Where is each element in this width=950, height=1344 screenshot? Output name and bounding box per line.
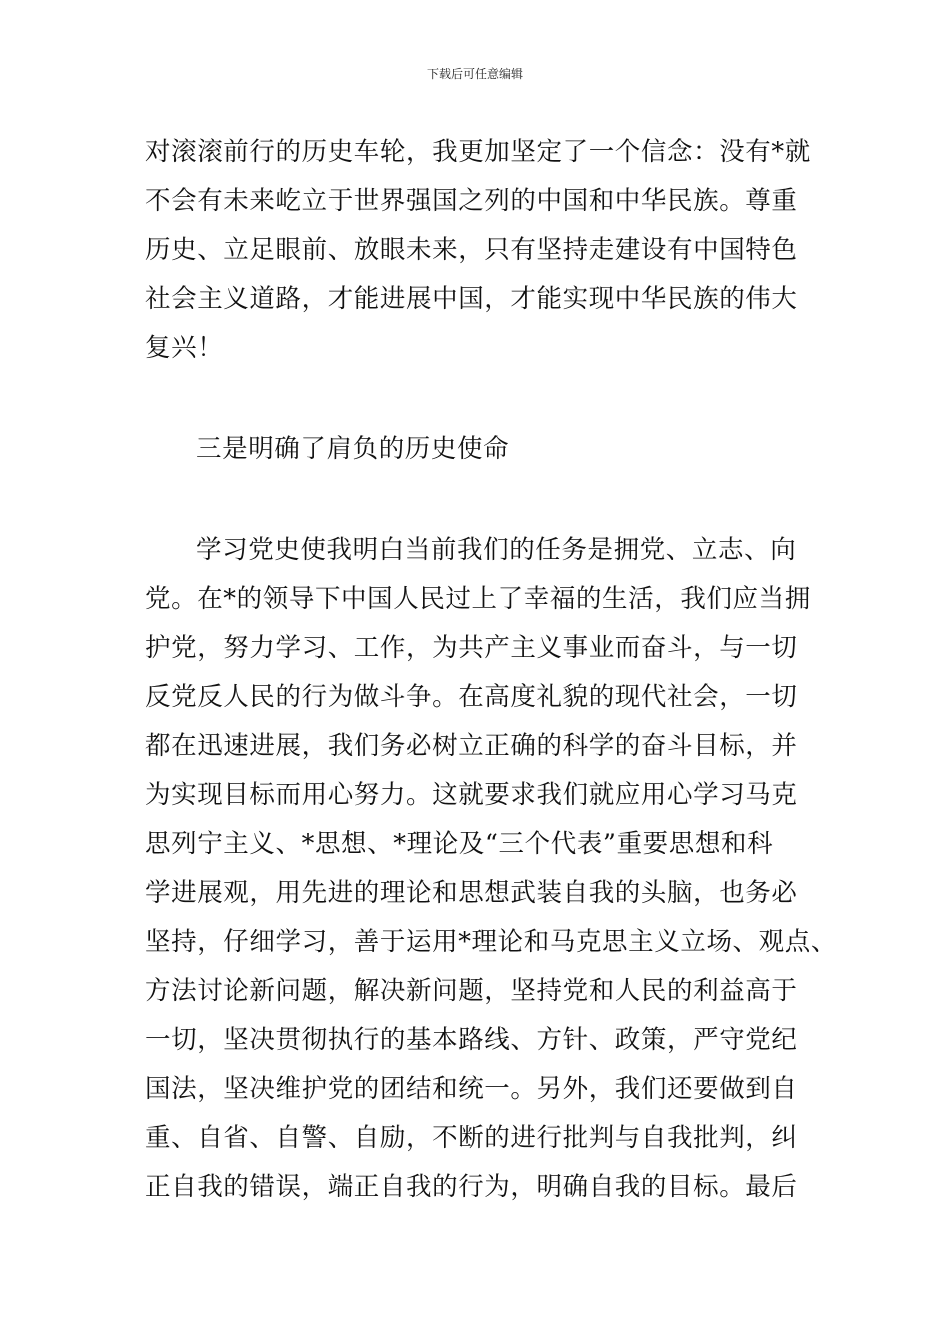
paragraph-line: 学习党史使我明白当前我们的任务是拥党、立志、向	[196, 535, 797, 565]
paragraph-line: 党。在*的领导下中国人民过上了幸福的生活，我们应当拥	[145, 584, 811, 614]
paragraph-line: 都在迅速进展，我们务必树立正确的科学的奋斗目标，并	[145, 731, 798, 761]
paragraph-line: 方法讨论新问题，解决新问题，坚持党和人民的利益高于	[145, 976, 798, 1006]
paragraph-line: 为实现目标而用心努力。这就要求我们就应用心学习马克	[145, 780, 798, 810]
paragraph-line: 学进展观，用先进的理论和思想武装自我的头脑，也务必	[145, 878, 798, 908]
section-heading: 三是明确了肩负的历史使命	[196, 434, 510, 464]
paragraph-line: 对滚滚前行的历史车轮，我更加坚定了一个信念：没有*就	[145, 137, 811, 167]
page-header-note: 下载后可任意编辑	[426, 67, 523, 81]
paragraph-line: 重、自省、自警、自励，不断的进行批判与自我批判，纠	[145, 1123, 798, 1153]
paragraph-line: 社会主义道路，才能进展中国，才能实现中华民族的伟大	[145, 284, 798, 314]
paragraph-line: 正自我的错误，端正自我的行为，明确自我的目标。最后	[145, 1172, 798, 1202]
paragraph-line: 坚持，仔细学习，善于运用*理论和马克思主义立场、观点、	[145, 927, 837, 957]
paragraph-line: 反党反人民的行为做斗争。在高度礼貌的现代社会，一切	[145, 682, 798, 712]
paragraph-line: 国法，坚决维护党的团结和统一。另外，我们还要做到自	[145, 1074, 798, 1104]
paragraph-line: 复兴！	[145, 333, 224, 363]
paragraph-line: 护党，努力学习、工作，为共产主义事业而奋斗，与一切	[145, 633, 798, 663]
paragraph-1	[145, 128, 813, 373]
paragraph-line: 不会有未来屹立于世界强国之列的中国和中华民族。尊重	[145, 186, 798, 216]
paragraph-2	[145, 526, 837, 1212]
paragraph-line: 历史、立足眼前、放眼未来，只有坚持走建设有中国特色	[145, 235, 798, 265]
paragraph-line: 思列宁主义、*思想、*理论及“三个代表”重要思想和科	[145, 829, 774, 859]
paragraph-line: 一切，坚决贯彻执行的基本路线、方针、政策，严守党纪	[145, 1025, 798, 1055]
